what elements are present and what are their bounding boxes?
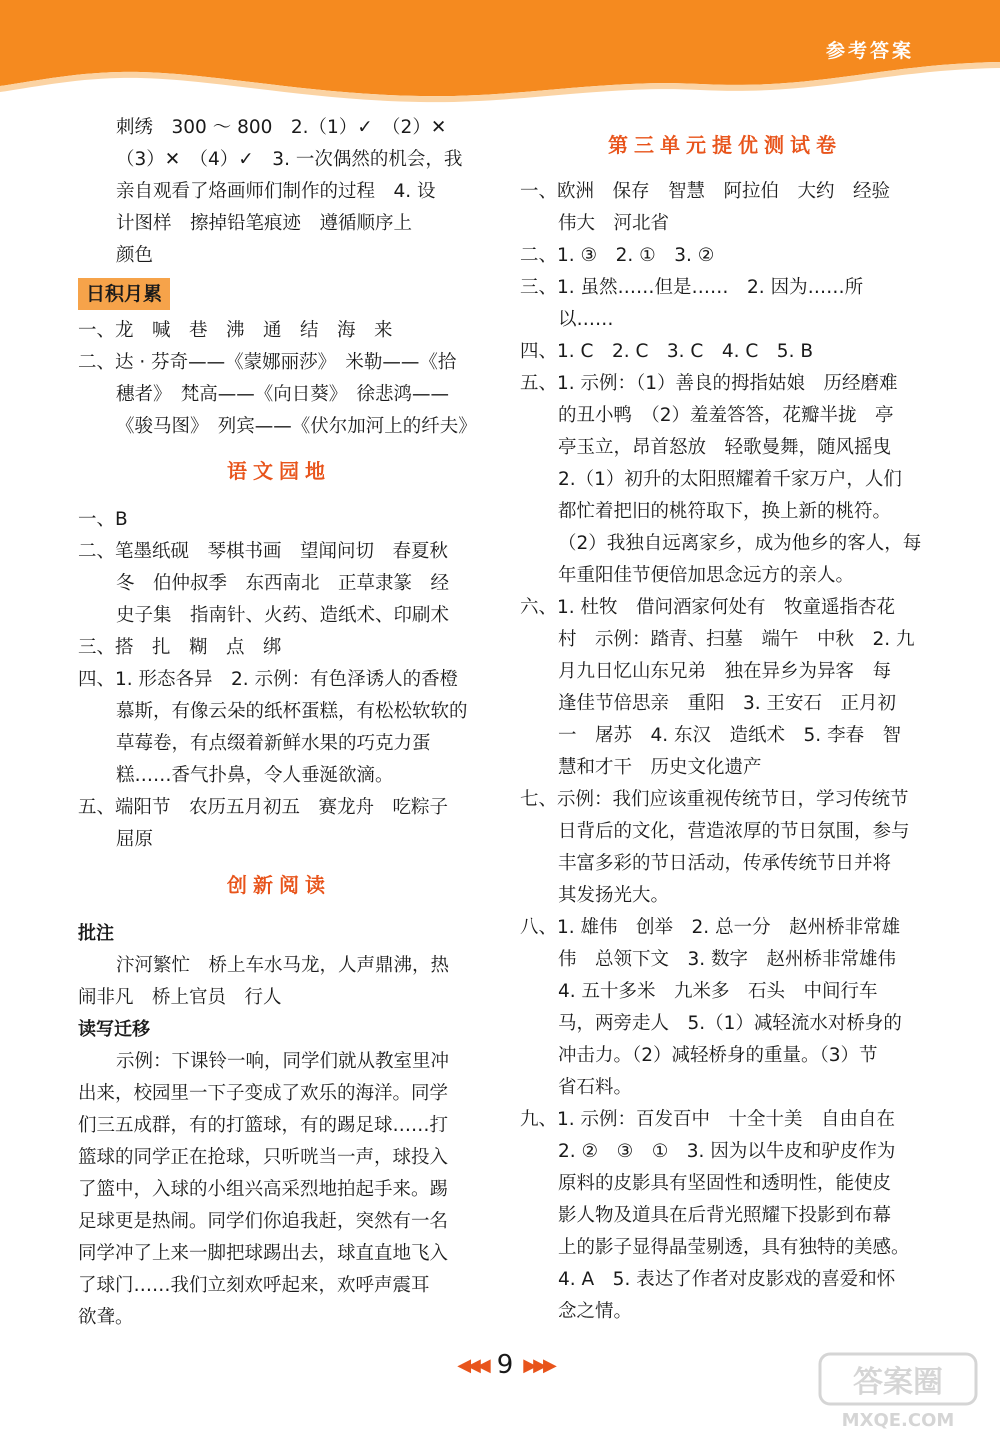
text-line: 颜色 xyxy=(116,245,154,266)
text-line: 二、1. ③ 2. ① 3. ② xyxy=(520,245,715,266)
text-line: 日背后的文化，营造浓厚的节日氛围，参与 xyxy=(558,821,910,842)
text-line: 计图样 擦掉铅笔痕迹 遵循顺序上 xyxy=(116,213,413,234)
text-line: 史子集 指南针、火药、造纸术、印刷术 xyxy=(116,605,450,626)
text-line: 五、端阳节 农历五月初五 赛龙舟 吃粽子 xyxy=(78,797,449,818)
text-line: 足球更是热闹。同学们你追我赶，突然有一名 xyxy=(78,1211,449,1232)
right-column xyxy=(520,112,930,1332)
text-line: 篮球的同学正在抢球，只听咣当一声，球投入 xyxy=(78,1147,449,1168)
page-footer xyxy=(420,1348,590,1382)
next-arrows-icon: ▶▶▶ xyxy=(523,1354,553,1376)
text-line: 慧和才干 历史文化遗产 xyxy=(558,757,762,778)
page-number: 9 xyxy=(496,1350,514,1380)
text-line: 二、达 · 芬奇——《蒙娜丽莎》 米勒——《拾 xyxy=(78,352,457,373)
text-line: 《骏马图》 列宾——《伏尔加河上的纤夫》 xyxy=(116,416,477,437)
text-line: 省石料。 xyxy=(558,1077,633,1098)
text-line: 亲自观看了烙画师们制作的过程 4. 设 xyxy=(116,181,436,202)
text-line: 伟 总领下文 3. 数字 赵州桥非常雄伟 xyxy=(558,949,897,970)
text-line: 出来，校园里一下子变成了欢乐的海洋。同学 xyxy=(78,1083,449,1104)
left-column xyxy=(78,112,480,1332)
prev-arrows-icon: ◀◀◀ xyxy=(457,1354,487,1376)
text-line: 原料的皮影具有坚固性和透明性，能使皮 xyxy=(558,1173,892,1194)
text-line: 伟大 河北省 xyxy=(558,213,670,234)
section-title-unit3: 第三单元提优测试卷 xyxy=(608,133,842,157)
text-line: 刺绣 300 ～ 800 2.（1）✓ （2）✕ xyxy=(116,117,447,138)
text-line: 糕……香气扑鼻，令人垂涎欲滴。 xyxy=(116,765,394,786)
text-line: 丰富多彩的节日活动，传承传统节日并将 xyxy=(558,853,892,874)
svg-text:答案圈: 答案圈 xyxy=(853,1365,943,1400)
text-line: 草莓卷，有点缀着新鲜水果的巧克力蛋 xyxy=(116,733,431,754)
text-line: 汴河繁忙 桥上车水马龙，人声鼎沸，热 xyxy=(116,955,450,976)
text-line: 同学冲了上来一脚把球踢出去，球直直地飞入 xyxy=(78,1243,449,1264)
text-line: 村 示例：踏青、扫墓 端午 中秋 2. 九 xyxy=(558,629,915,650)
text-line: 影人物及道具在后背光照耀下投影到布幕 xyxy=(558,1205,892,1226)
text-line: 一、龙 喊 巷 沸 通 结 海 来 xyxy=(78,320,393,341)
text-line: 都忙着把旧的桃符取下，换上新的桃符。 xyxy=(558,501,892,522)
text-line: 闹非凡 桥上官员 行人 xyxy=(78,987,282,1008)
text-line: 一、B xyxy=(78,509,128,530)
text-line: 4. 五十多米 九米多 石头 中间行车 xyxy=(558,981,878,1002)
text-line: 们三五成群，有的打篮球，有的踢足球……打 xyxy=(78,1115,449,1136)
text-line: 五、1. 示例：（1）善良的拇指姑娘 历经磨难 xyxy=(520,373,898,394)
text-line: 示例：下课铃一响，同学们就从教室里冲 xyxy=(116,1051,450,1072)
text-line: 四、1. 形态各异 2. 示例：有色泽诱人的香橙 xyxy=(78,669,459,690)
text-line: 穗者》 梵高——《向日葵》 徐悲鸿—— xyxy=(116,384,450,405)
text-line: 欲聋。 xyxy=(78,1307,134,1328)
text-line: 六、1. 杜牧 借问酒家何处有 牧童遥指杏花 xyxy=(520,597,896,618)
svg-text:MXQE.COM: MXQE.COM xyxy=(841,1410,955,1431)
text-line: 念之情。 xyxy=(558,1301,633,1322)
text-line: （2）我独自远离家乡，成为他乡的客人，每 xyxy=(558,533,922,554)
text-line: 其发扬光大。 xyxy=(558,885,670,906)
text-line: 逢佳节倍思亲 重阳 3. 王安石 正月初 xyxy=(558,693,897,714)
text-line: 的丑小鸭 （2）羞羞答答，花瓣半拢 亭 xyxy=(558,405,894,426)
sub-title-duxie: 读写迁移 xyxy=(78,1019,150,1040)
text-line: 一、欧洲 保存 智慧 阿拉伯 大约 经验 xyxy=(520,181,891,202)
text-line: 慕斯，有像云朵的纸杯蛋糕，有松松软软的 xyxy=(116,701,468,722)
text-line: 上的影子显得晶莹剔透，具有独特的美感。 xyxy=(558,1237,910,1258)
text-line: 了球门……我们立刻欢呼起来，欢呼声震耳 xyxy=(78,1275,430,1296)
section-tag-riji: 日积月累 xyxy=(78,278,170,310)
section-title-chuangxin: 创新阅读 xyxy=(227,873,331,897)
text-line: 一 屠苏 4. 东汉 造纸术 5. 李春 智 xyxy=(558,725,902,746)
text-line: 年重阳佳节便倍加思念远方的亲人。 xyxy=(558,565,855,586)
section-title-yuwen: 语文园地 xyxy=(227,459,331,483)
text-line: 九、1. 示例：百发百中 十全十美 自由自在 xyxy=(520,1109,896,1130)
text-line: 七、示例：我们应该重视传统节日，学习传统节 xyxy=(520,789,909,810)
text-line: 马，两旁走人 5.（1）减轻流水对桥身的 xyxy=(558,1013,902,1034)
text-line: 2.（1）初升的太阳照耀着千家万户，人们 xyxy=(558,469,902,490)
text-line: 三、搭 扎 糊 点 绑 xyxy=(78,637,282,658)
watermark-logo xyxy=(818,1352,978,1432)
text-line: 了篮中，入球的小组兴高采烈地拍起手来。踢 xyxy=(78,1179,449,1200)
text-line: 4. A 5. 表达了作者对皮影戏的喜爱和怀 xyxy=(558,1269,896,1290)
text-line: 八、1. 雄伟 创举 2. 总一分 赵州桥非常雄 xyxy=(520,917,901,938)
text-line: 四、1. C 2. C 3. C 4. C 5. B xyxy=(520,341,814,362)
text-line: 冲击力。（2）减轻桥身的重量。（3）节 xyxy=(558,1045,878,1066)
text-line: 三、1. 虽然……但是…… 2. 因为……所 xyxy=(520,277,864,298)
text-line: （3）✕ （4）✓ 3. 一次偶然的机会，我 xyxy=(116,149,463,170)
text-line: 亭玉立，昂首怒放 轻歌曼舞，随风摇曳 xyxy=(558,437,892,458)
text-line: 二、笔墨纸砚 琴棋书画 望闻问切 春夏秋 xyxy=(78,541,449,562)
text-line: 冬 伯仲叔季 东西南北 正草隶篆 经 xyxy=(116,573,450,594)
text-line: 以…… xyxy=(558,309,614,330)
sub-title-pizhu: 批注 xyxy=(78,923,114,944)
header-label: 参考答案 xyxy=(825,40,914,62)
text-line: 月九日忆山东兄弟 独在异乡为异客 每 xyxy=(558,661,892,682)
text-line: 2. ② ③ ① 3. 因为以牛皮和驴皮作为 xyxy=(558,1141,896,1162)
text-line: 屈原 xyxy=(116,829,154,850)
